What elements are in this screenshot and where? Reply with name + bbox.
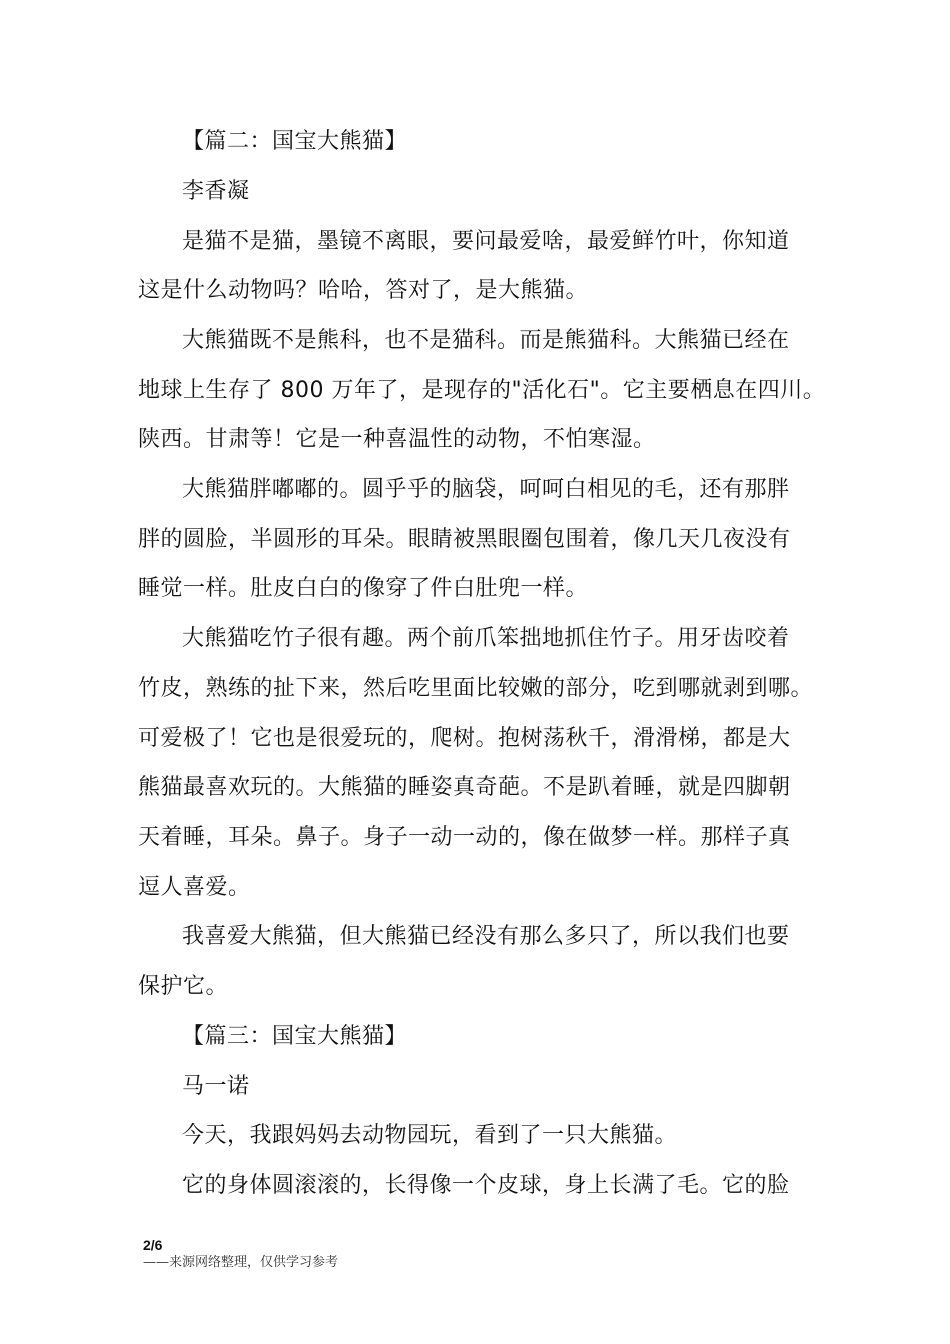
paragraph-line: 大熊猫既不是熊科，也不是猫科。而是熊猫科。大熊猫已经在 [182, 328, 790, 353]
paragraph-line: 竹皮，熟练的扯下来，然后吃里面比较嫩的部分，吃到哪就剥到哪。 [138, 676, 814, 701]
section-heading: 【篇二：国宝大熊猫】 [182, 129, 408, 154]
paragraph-line: 天着睡，耳朵。鼻子。身子一动一动的，像在做梦一样。那样子真 [138, 825, 791, 850]
paragraph-line: 熊猫最喜欢玩的。大熊猫的睡姿真奇葩。不是趴着睡，就是四脚朝 [138, 775, 791, 800]
paragraph-line: 它的身体圆滚滚的，长得像一个皮球，身上长满了毛。它的脸 [182, 1173, 790, 1198]
paragraph-line: 大熊猫胖嘟嘟的。圆乎乎的脑袋，呵呵白相见的毛，还有那胖 [182, 477, 790, 502]
paragraph-line: 是猫不是猫，墨镜不离眼，要问最爱啥，最爱鲜竹叶，你知道 [182, 229, 790, 254]
paragraph-line: 这是什么动物吗？哈哈，答对了，是大熊猫。 [138, 278, 589, 303]
paragraph-line: 陕西。甘肃等！它是一种喜温性的动物，不怕寒湿。 [138, 427, 656, 452]
paragraph-line: 胖的圆脸，半圆形的耳朵。眼睛被黑眼圈包围着，像几天几夜没有 [138, 527, 791, 552]
paragraph-line: 逗人喜爱。 [138, 875, 251, 900]
author-name: 马一诺 [182, 1074, 250, 1099]
page-number: 2/6 [143, 1237, 163, 1253]
source-note: ——来源网络整理，仅供学习参考 [143, 1255, 339, 1270]
section-heading: 【篇三：国宝大熊猫】 [182, 1024, 408, 1049]
paragraph-line: 保护它。 [138, 974, 229, 999]
paragraph-line: 我喜爱大熊猫，但大熊猫已经没有那么多只了，所以我们也要 [182, 924, 790, 949]
paragraph-line: 大熊猫吃竹子很有趣。两个前爪笨拙地抓住竹子。用牙齿咬着 [182, 626, 790, 651]
paragraph-line: 今天，我跟妈妈去动物园玩，看到了一只大熊猫。 [182, 1123, 678, 1148]
author-name: 李香凝 [182, 179, 250, 204]
paragraph-line: 睡觉一样。肚皮白白的像穿了件白肚兜一样。 [138, 576, 589, 601]
paragraph-line: 可爱极了！它也是很爱玩的，爬树。抱树荡秋千，滑滑梯，都是大 [138, 726, 791, 751]
paragraph-line: 地球上生存了 800 万年了，是现存的"活化石"。它主要栖息在四川。 [138, 378, 826, 403]
